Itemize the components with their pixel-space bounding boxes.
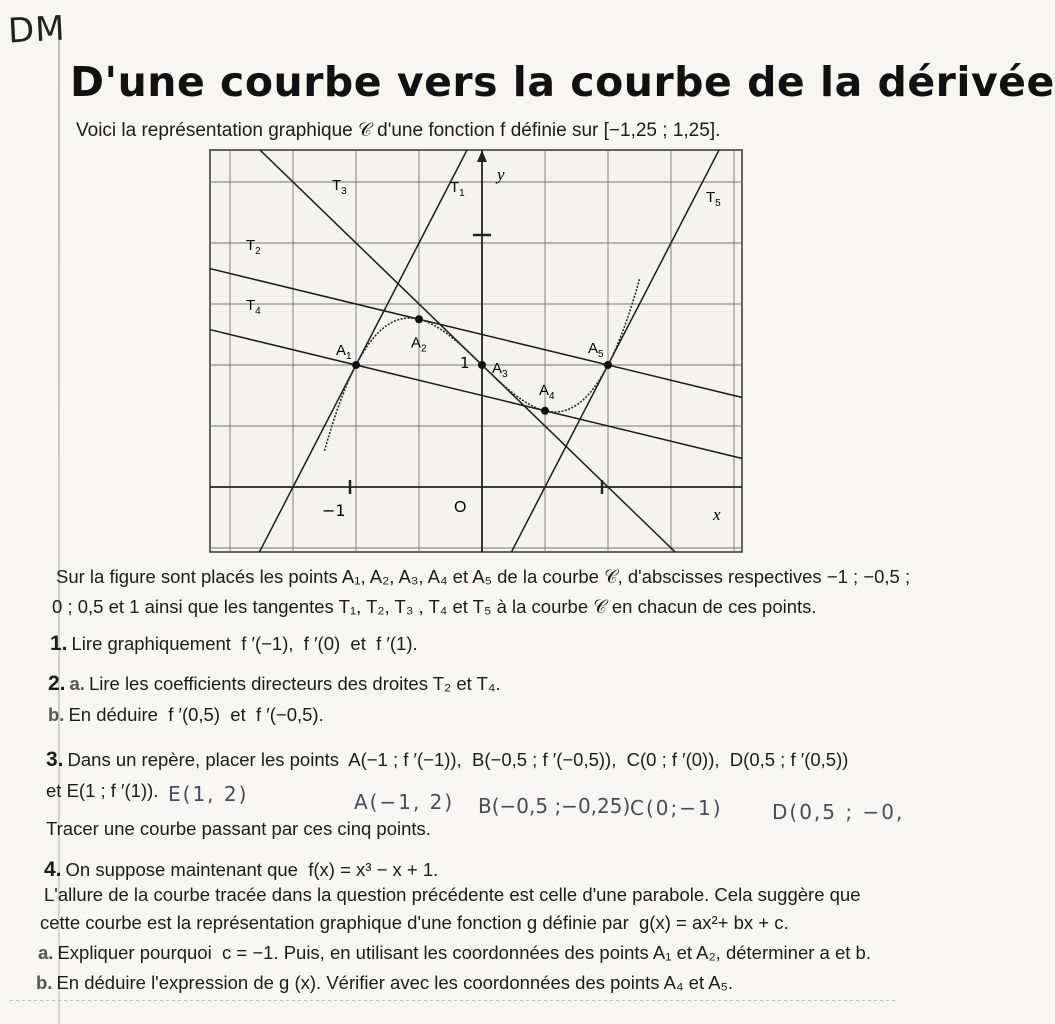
handwritten-d: D(0,5 ; −0, <box>772 800 905 824</box>
y-axis-label: y <box>497 165 505 184</box>
x-tick-minus-one-label: −1 <box>322 501 346 520</box>
label-tangent-t2: $T_2$ <box>246 237 261 257</box>
handwritten-b: B(−0,5 ;−0,25) <box>478 794 631 818</box>
question-2b: b. En déduire f ′(0,5) et f ′(−0,5). <box>48 704 324 725</box>
question-3-line-3: Tracer une courbe passant par ces cinq points. <box>46 818 431 839</box>
point-a3 <box>478 361 486 369</box>
point-a2 <box>415 315 423 323</box>
function-graph <box>210 150 742 552</box>
dm-label: DM <box>6 8 67 52</box>
handwritten-c: C(0;−1) <box>630 796 723 820</box>
point-a1 <box>352 361 360 369</box>
question-4-line-3: cette courbe est la représentation graphique d'une fonction g définie par g(x) = ax²+ bx + c. <box>40 912 789 933</box>
label-tangent-t4: $T_4$ <box>246 297 261 317</box>
label-tangent-t1: $T_1$ <box>450 179 465 199</box>
figure-description-line-2: 0 ; 0,5 et 1 ainsi que les tangentes T₁, T₂, T₃ , T₄ et T₅ à la courbe 𝒞 en chacun de ces points. <box>52 596 817 617</box>
label-point-a2: $A_2$ <box>411 334 427 355</box>
origin-label: O <box>454 499 467 516</box>
label-tangent-t3: $T_3$ <box>332 177 347 197</box>
question-3-line-1: 3. Dans un repère, placer les points A(−1 ; f ′(−1)), B(−0,5 ; f ′(−0,5)), C(0 ; f ′(0)), D(0,5 ; f ′(0,5)) <box>46 748 849 771</box>
x-axis-label: x <box>713 505 721 524</box>
handwritten-e: E(1, 2) <box>168 782 249 806</box>
label-tangent-t5: $T_5$ <box>706 189 721 209</box>
intro-text: Voici la représentation graphique 𝒞 d'une fonction f définie sur [−1,25 ; 1,25]. <box>76 120 721 141</box>
point-a5 <box>604 361 612 369</box>
question-4b: b. En déduire l'expression de g (x). Vérifier avec les coordonnées des points A₄ et A₅. <box>36 972 734 993</box>
point-a4 <box>541 407 549 415</box>
question-4-line-1: 4. On suppose maintenant que f(x) = x³ − x + 1. <box>44 858 439 881</box>
label-point-a3: $A_3$ <box>492 360 508 380</box>
question-3-line-2: et E(1 ; f ′(1)). <box>46 780 159 801</box>
page-bottom-edge <box>10 1000 896 1001</box>
label-point-a5: $A_5$ <box>588 340 604 360</box>
question-4a: a. Expliquer pourquoi c = −1. Puis, en utilisant les coordonnées des points A₁ et A₂, déterminer a et b. <box>38 942 871 963</box>
page-title: D'une courbe vers la courbe de la dérivée <box>70 58 1055 106</box>
handwritten-a: A(−1, 2) <box>354 790 455 814</box>
question-1: 1. Lire graphiquement f ′(−1), f ′(0) et f ′(1). <box>50 632 418 655</box>
question-4-line-2: L'allure de la courbe tracée dans la question précédente est celle d'une parabole. Cela suggère que <box>44 884 861 905</box>
y-tick-one-label: 1 <box>460 354 470 372</box>
label-point-a4: $A_4$ <box>539 381 555 402</box>
figure-description-line-1: Sur la figure sont placés les points A₁, A₂, A₃, A₄ et A₅ de la courbe 𝒞, d'abscisses respectives −1 ; −0,5 ; <box>56 566 911 587</box>
question-2a: 2. a. Lire les coefficients directeurs des droites T₂ et T₄. <box>48 672 501 695</box>
label-point-a1: $A_1$ <box>336 342 352 362</box>
